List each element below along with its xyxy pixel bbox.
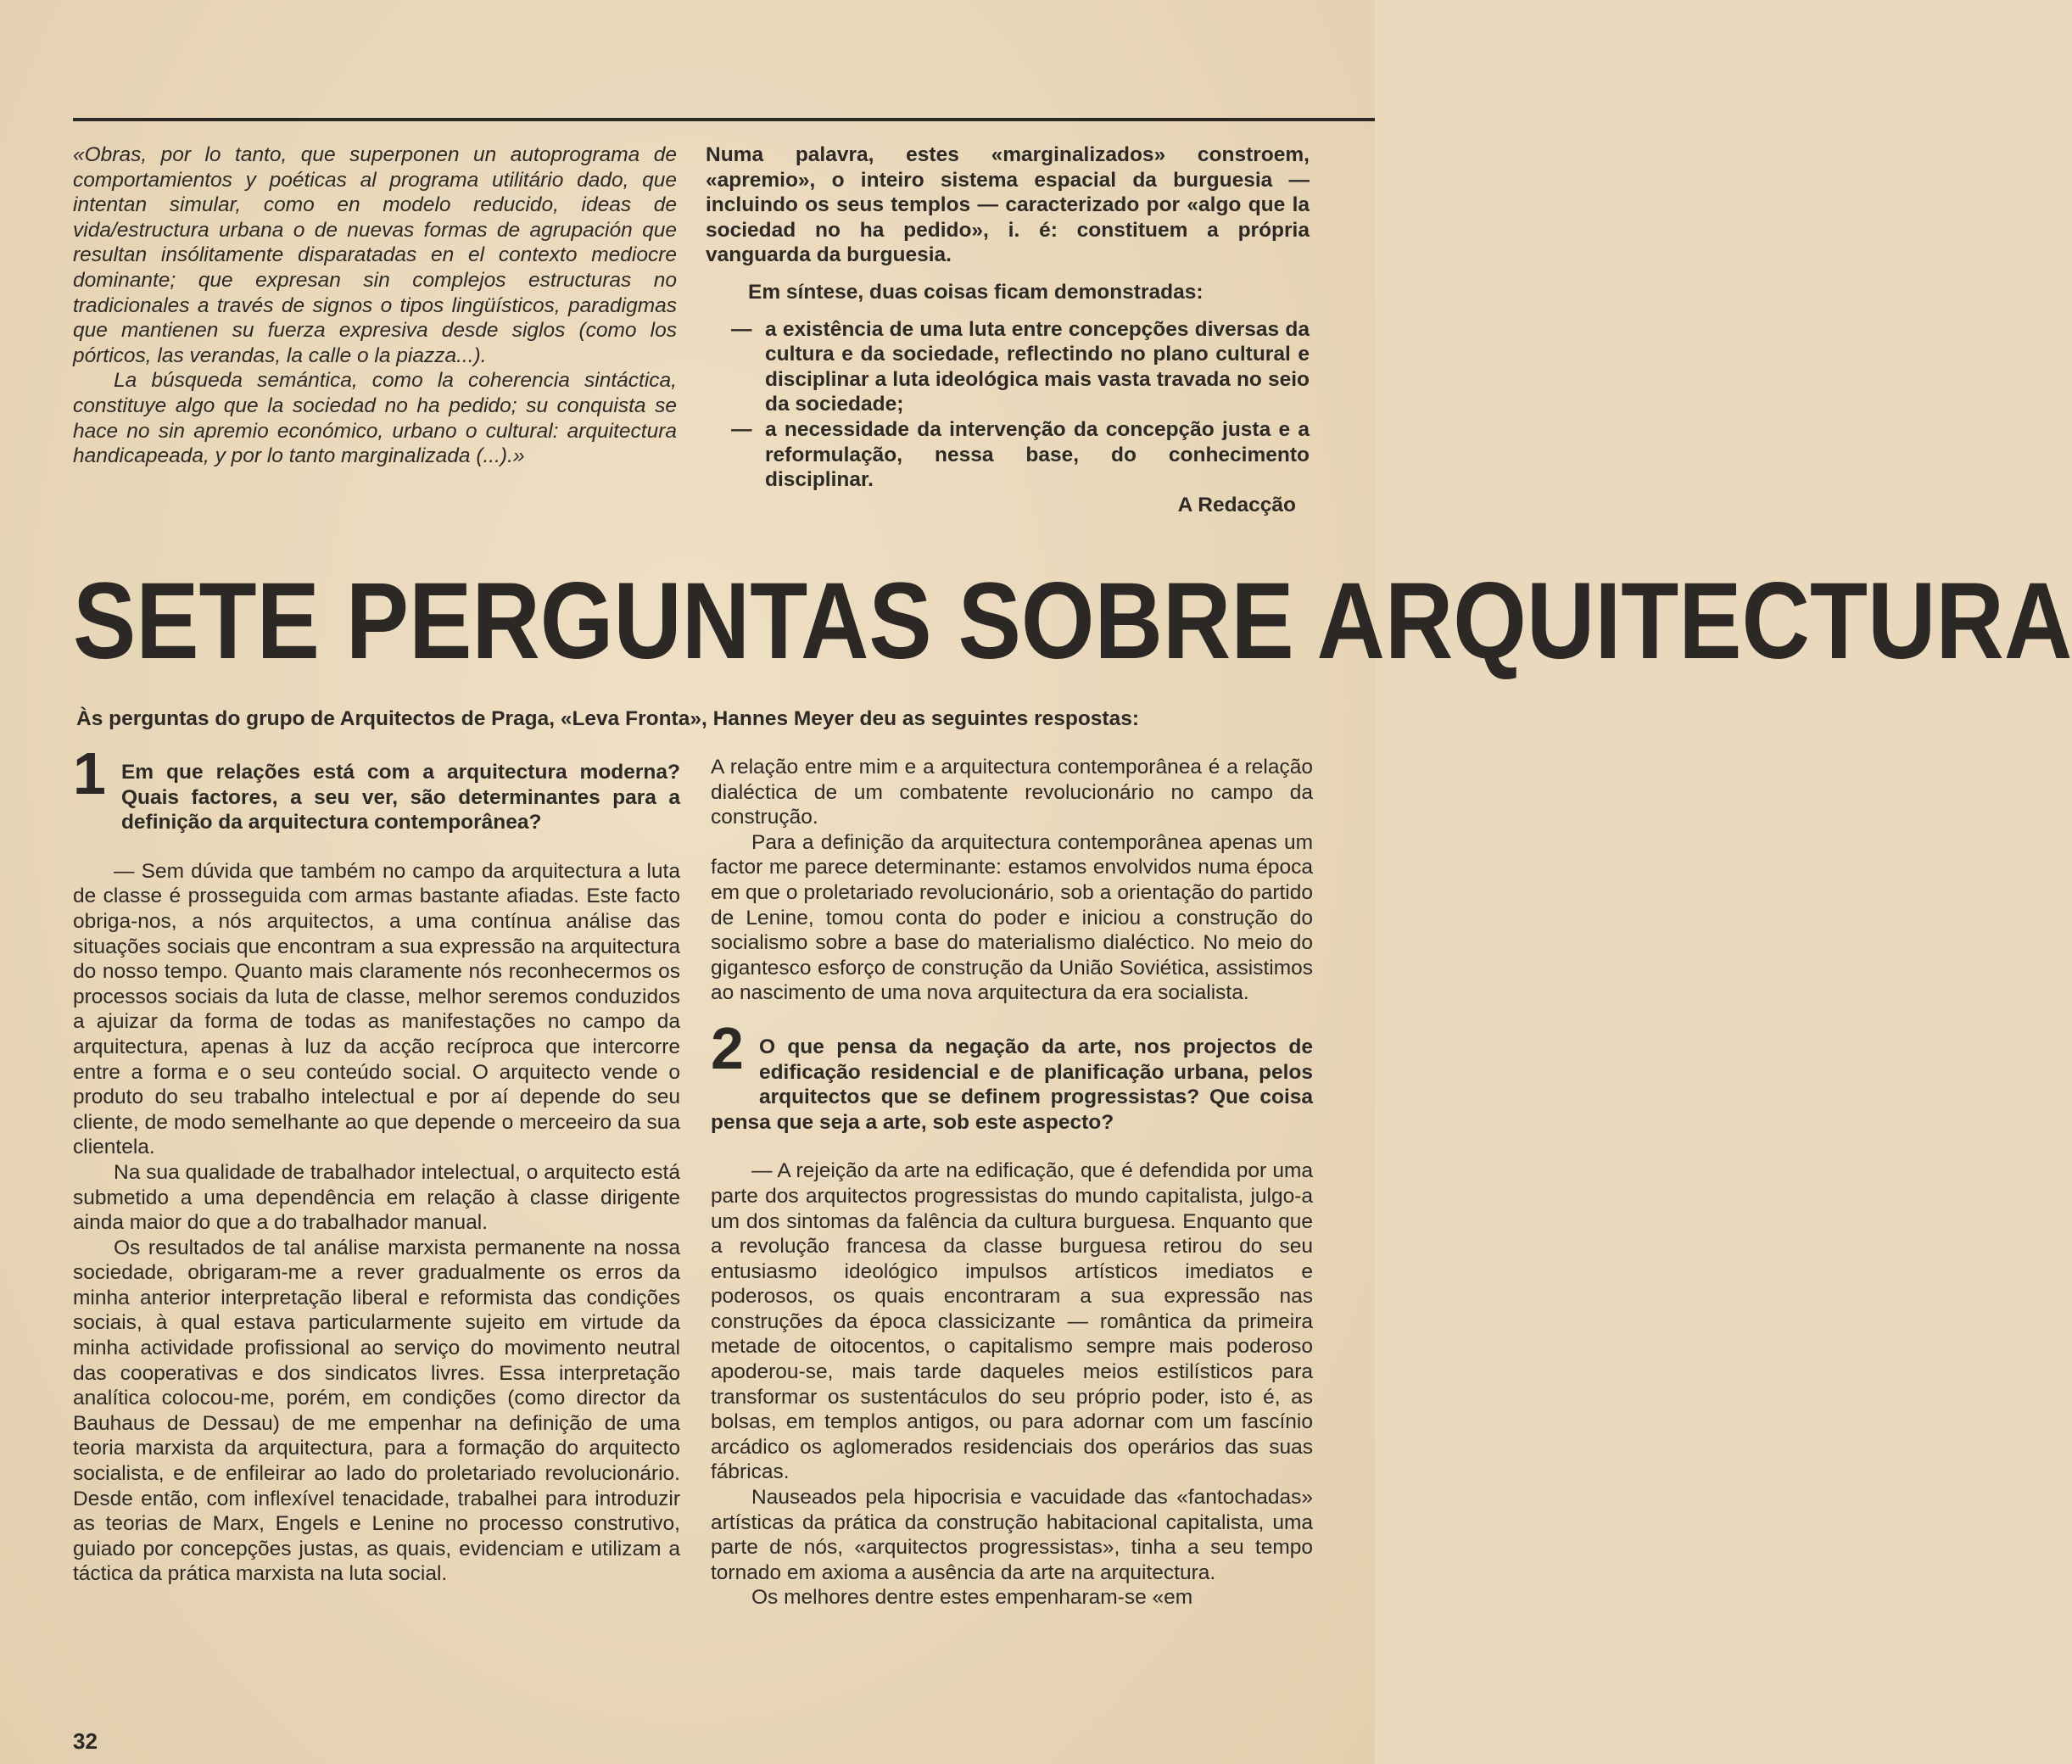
bullet-dash: — — [731, 317, 752, 341]
answer-paragraph: A relação entre mim e a arquitectura contemporânea é a relação dialéctica de um combatente revolucionário no campo da construção. — [711, 756, 1313, 829]
article-headline: SETE PERGUNTAS SOBRE ARQUITECTURA — [73, 561, 2072, 682]
answer-paragraph: Os melhores dentre estes empenharam-se «em — [751, 1586, 1193, 1610]
question-text: Em que relações está com a arquitectura moderna? Quais factores, a seu ver, são determinantes para a definição da arquitectura contemporânea? — [120, 761, 680, 835]
question-text: O que pensa da negação da arte, nos projectos de edificação residencial e de planificação urbana, pelos arquitectos que se definem progressistas? Que coisa pensa que seja a arte, sob este aspecto? — [711, 1035, 1313, 1134]
bullet-dash: — — [731, 417, 752, 441]
editorial-synthesis: Em síntese, duas coisas ficam demonstradas: — [748, 280, 1204, 304]
bullet-text: a necessidade da intervenção da concepção justa e a reformulação, nessa base, do conhecimento disciplinar. — [765, 417, 1310, 492]
right-column — [711, 755, 1313, 1610]
answer-paragraph: Os resultados de tal análise marxista permanente na nossa sociedade, obrigaram-me a rever gradualmente os erros da minha anterior interpretação liberal e reformista das condições sociais, à qual estava particularmente sujeito em virtude da minha actividade profissional ao serviço do movimento neutral das cooperativas e dos sindicatos livres. Essa interpretação analítica colocou-me, porém, em condições (como director da Bauhaus de Dessau) de me empenhar na definição de uma teoria marxista da arquitectura, para a formação do arquitecto socialista, e de enfileirar ao lado do proletariado revolucionário. Desde então, com inflexível tenacidade, trabalhei para introduzir as teorias de Marx, Engels e Lenine no processo construtivo, guiado por concepções justas, as quais, evidenciam e utilizam a táctica da prática marxista na luta social. — [73, 1236, 680, 1586]
answer-2 — [711, 1158, 1313, 1610]
answer-1-continued — [711, 755, 1313, 1006]
quotation-paragraph: La búsqueda semántica, como la coherencia sintáctica, constituye algo que la sociedad no ha pedido; su conquista se hace no sin apremio económico, urbano o cultural: arquitectura handicapeada, y por lo tanto marginalizada (...).» — [73, 369, 677, 468]
editorial-signature: A Redacção — [1177, 493, 1296, 516]
left-column — [73, 740, 680, 1587]
answer-paragraph: Na sua qualidade de trabalhador intelectual, o arquitecto está submetido a uma dependência em relação à classe dirigente ainda maior do que a do trabalhador manual. — [73, 1160, 680, 1235]
bullet-text: a existência de uma luta entre concepções diversas da cultura e da sociedade, reflectindo no plano cultural e disciplinar a luta ideológica mais vasta travada no seio da sociedade; — [765, 317, 1310, 416]
answer-1 — [73, 859, 680, 1587]
editorial-bullet — [731, 417, 1310, 493]
answer-paragraph: Nauseados pela hipocrisia e vacuidade das «fantochadas» artísticas da prática da construção habitacional capitalista, uma parte de nós, «arquitectos progressistas», tinha a seu tempo tornado em axioma a ausência da arte na arquitectura. — [711, 1486, 1313, 1584]
question-1 — [73, 740, 680, 835]
editorial-note — [706, 142, 1310, 517]
answer-paragraph: Para a definição da arquitectura contemporânea apenas um factor me parece determinante: estamos envolvidos numa época em que o proletariado revolucionário, sob a orientação do partido de Lenine, tomou conta do poder e iniciou a construção do socialismo sobre a base do materialismo dialéctico. No meio do gigantesco esforço de construção da União Soviética, assistimos ao nascimento de uma nova arquitectura da era socialista. — [711, 830, 1313, 1005]
page-number: 32 — [73, 1728, 98, 1754]
spanish-quotation — [73, 142, 677, 469]
question-number: 2 — [711, 1014, 744, 1081]
answer-paragraph: — A rejeição da arte na edificação, que é defendida por uma parte dos arquitectos progressistas do mundo capitalista, julgo-a um dos sintomas da falência da cultura burguesa. Enquanto que a revolução francesa da classe burguesa retirou do seu entusiasmo ideológico impulsos artísticos imediatos e poderosos, os quais encontraram a sua expressão nas construções da época classicizante — romântica da primeira metade de oitocentos, o capitalismo sempre mais poderoso apoderou-se, mais tarde daqueles meios estilísticos para transformar os sustentáculos do seu próprio poder, isto é, as bolsas, em templos antigos, ou para adornar com um fascínio arcádico os aglomerados residenciais dos operários das suas fábricas. — [711, 1159, 1313, 1484]
answer-paragraph: — Sem dúvida que também no campo da arquitectura a luta de classe é prosseguida com armas bastante afiadas. Este facto obriga-nos, a nós arquitectos, a uma contínua análise das situações sociais que encontram a sua expressão na arquitectura do nosso tempo. Quanto mais claramente nós reconhecermos os processos sociais da luta de classe, melhor seremos conduzidos a ajuizar da forma de todas as manifestações no campo da arquitectura, apenas à luz da acção recíproca que intercorre entre a forma e o seu conteúdo social. O arquitecto vende o produto do seu trabalho intelectual e por aí depende do seu cliente, de modo semelhante ao que depende o merceeiro da sua clientela. — [73, 859, 680, 1159]
editorial-bullet — [731, 317, 1310, 417]
editorial-paragraph: Numa palavra, estes «marginalizados» constroem, «apremio», o inteiro sistema espacial da burguesia — incluindo os seus templos — caracterizado por «algo que la sociedad no ha pedido», i. é: constituem a própria vanguarda da burguesia. — [706, 143, 1310, 267]
top-rule — [73, 118, 1375, 121]
quotation-paragraph: «Obras, por lo tanto, que superponen un autoprograma de comportamientos y poéticas al programa utilitário dado, que intentan simular, como en modelo reducido, ideas de vida/estructura urbana o de nuevas formas de agrupación que resultan insólitamente disparatadas en el contexto mediocre dominante; que expresan sin complejos estructuras no tradicionales a través de signos o tipos lingüísticos, paradigmas que mantienen su fuerza expresiva desde siglos (como los pórticos, las verandas, la calle o la piazza...). — [73, 143, 677, 367]
question-2 — [711, 1014, 1313, 1134]
question-number: 1 — [73, 740, 106, 807]
article-intro: Às perguntas do grupo de Arquitectos de Praga, «Leva Fronta», Hannes Meyer deu as seguintes respostas: — [76, 707, 1140, 730]
